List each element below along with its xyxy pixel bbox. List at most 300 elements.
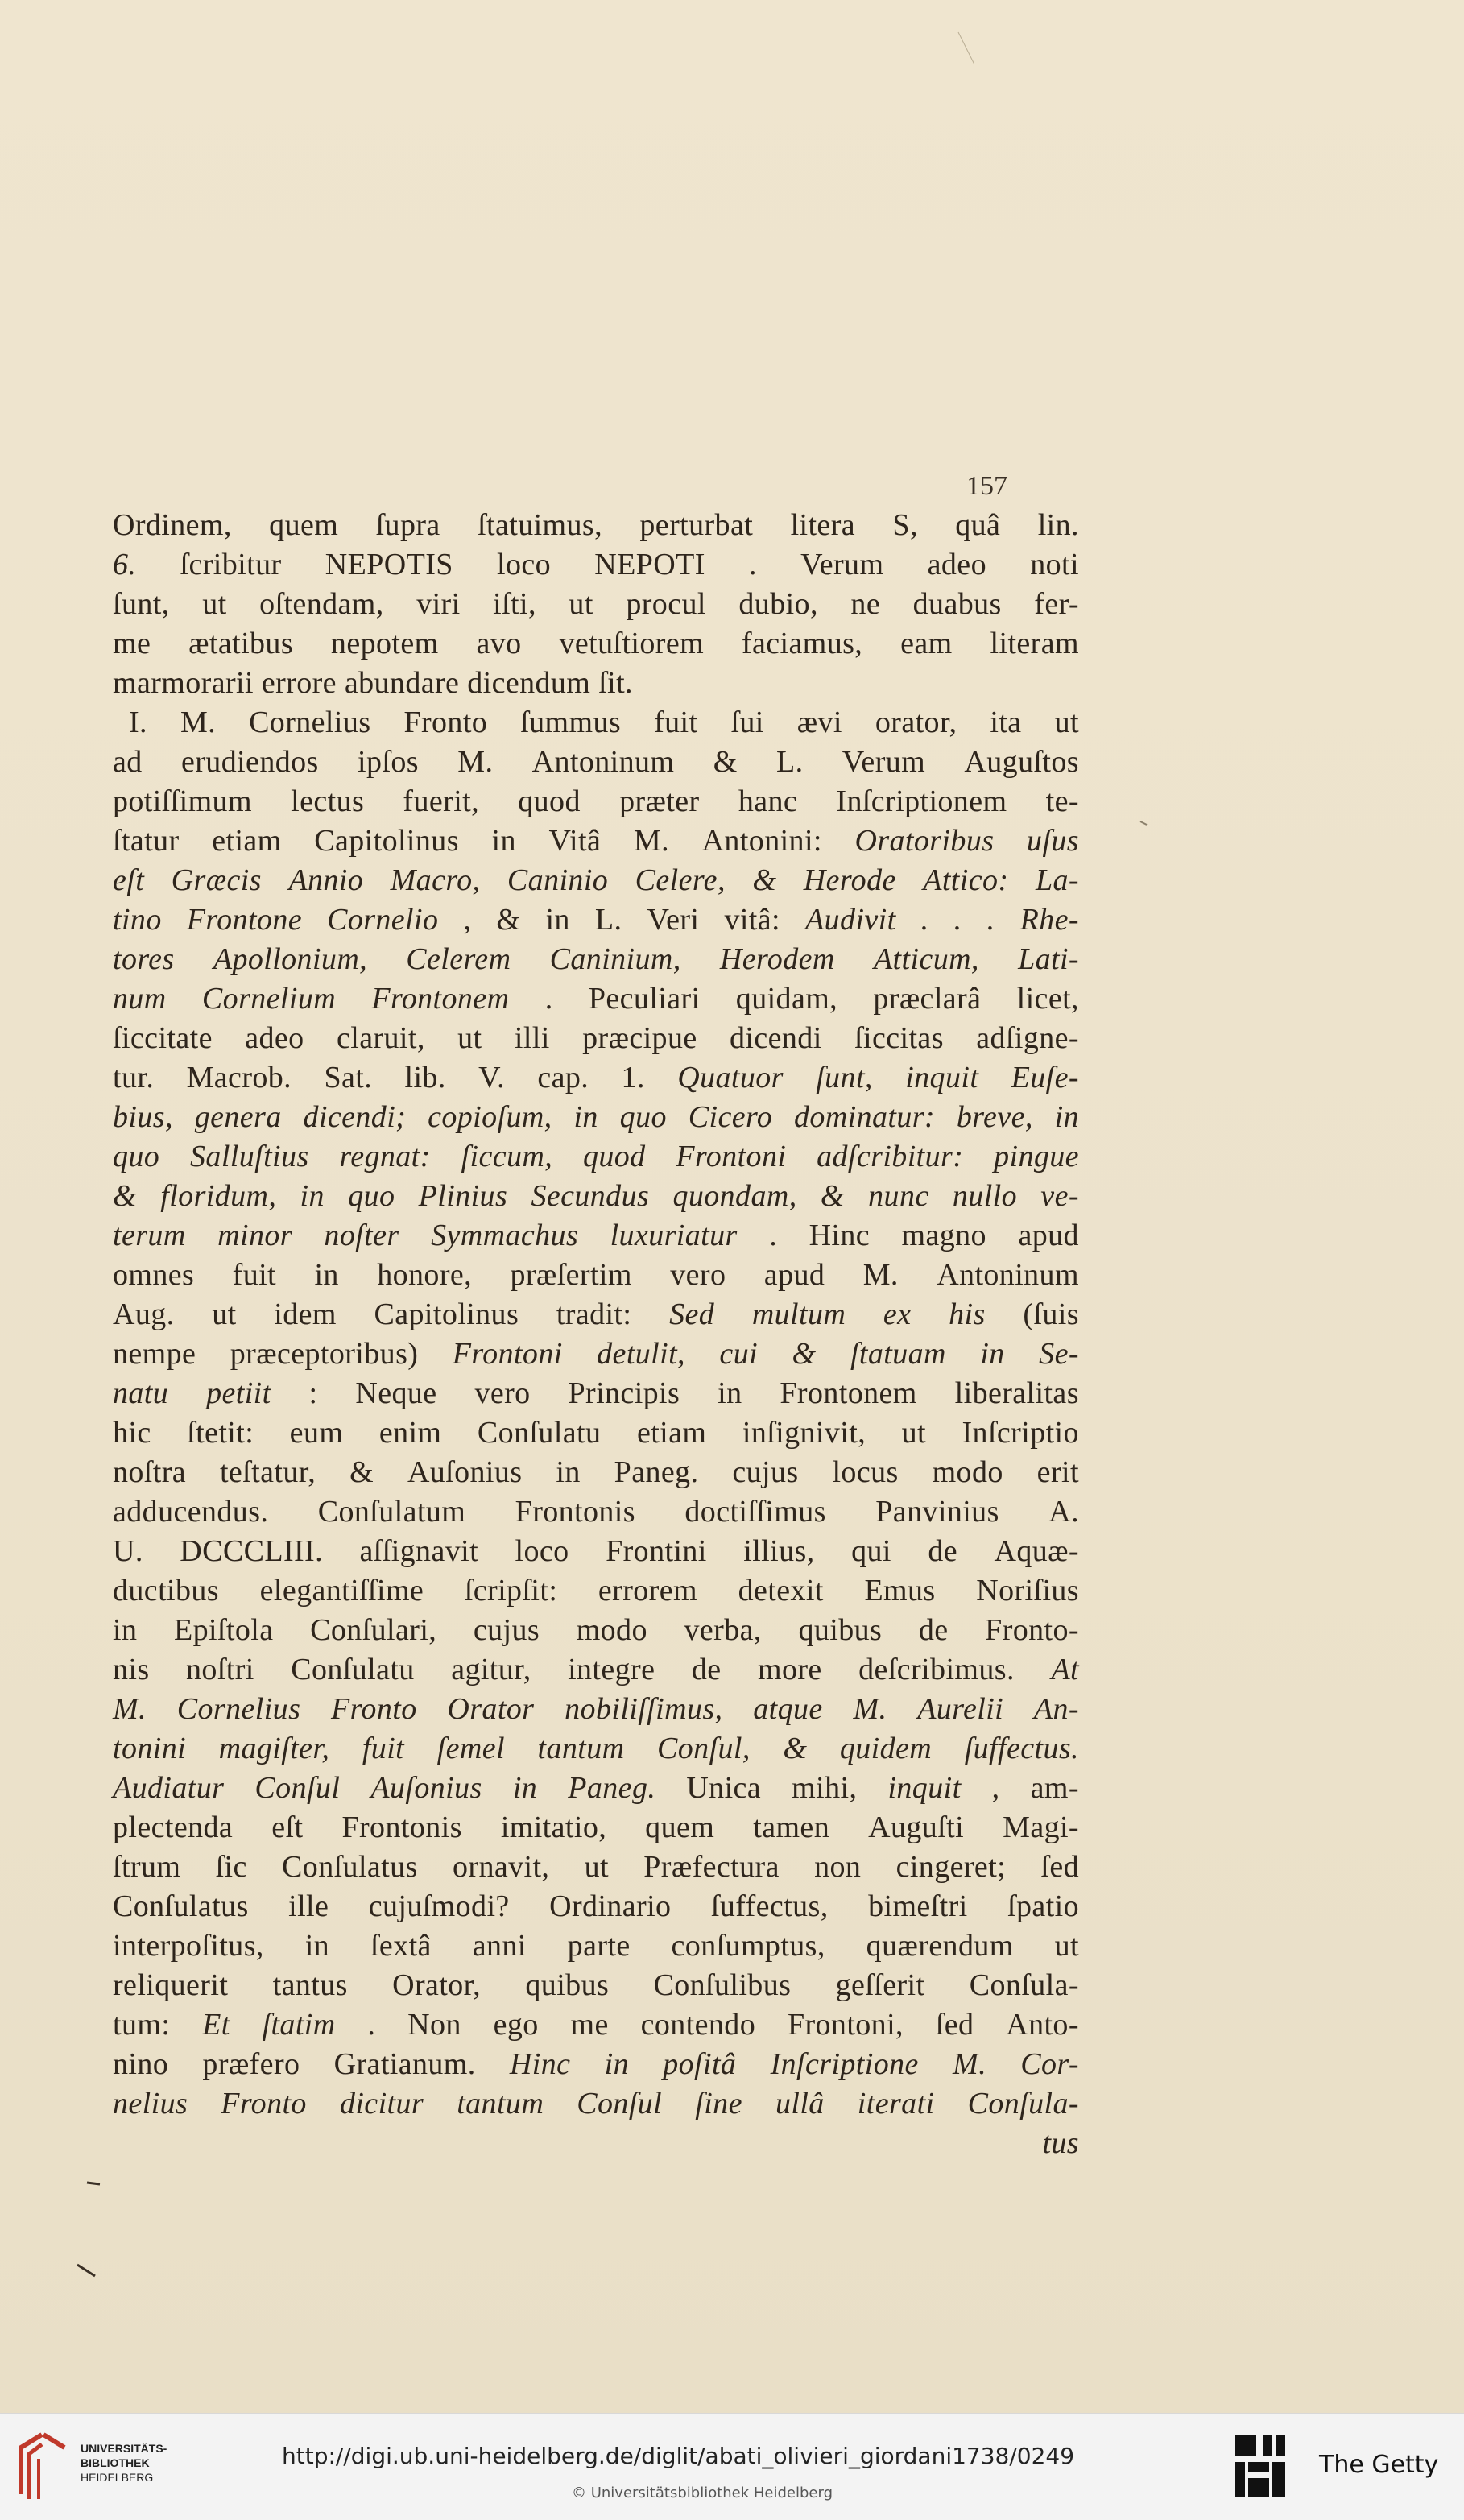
word: ſiccitate	[113, 1021, 213, 1055]
word: loco	[515, 1534, 569, 1568]
word: tus	[1042, 2126, 1079, 2160]
word: Cornelius	[249, 706, 371, 739]
word: quondam,	[672, 1179, 797, 1213]
word: ut	[1054, 706, 1079, 739]
word: Plinius	[418, 1179, 508, 1213]
word: Neque	[355, 1376, 437, 1410]
word: terum	[113, 1219, 186, 1252]
word: in	[718, 1376, 742, 1410]
word: ſic	[215, 1850, 247, 1884]
word: multum	[751, 1297, 846, 1331]
word: Lati-	[1018, 942, 1079, 976]
word: noſtra	[113, 1455, 187, 1489]
word: apud	[1018, 1219, 1079, 1252]
word: Cornelio	[327, 903, 439, 937]
word: tores	[113, 942, 175, 976]
word: ut	[457, 1021, 482, 1055]
word: Auguſti	[868, 1810, 965, 1844]
word: qui	[851, 1534, 891, 1568]
word: etiam	[636, 1416, 707, 1450]
word: interpoſitus,	[113, 1929, 264, 1963]
word: Cornelium	[201, 982, 337, 1016]
word: Conſulatus	[282, 1850, 418, 1884]
word: Auſonius	[407, 1455, 523, 1489]
word: locus	[832, 1455, 899, 1489]
word: .	[748, 548, 757, 581]
word: Conſula-	[967, 2087, 1079, 2121]
word: magiſter,	[218, 1732, 330, 1765]
word: M.	[113, 1692, 147, 1726]
word: Emus	[864, 1574, 936, 1608]
word: ſit.	[598, 666, 633, 700]
word: Annio	[288, 863, 364, 897]
word: Frontini	[606, 1534, 707, 1568]
word: lib.	[404, 1061, 446, 1094]
word: viri	[416, 587, 461, 621]
word: nempe	[113, 1337, 196, 1371]
word: Fronto	[221, 2087, 307, 2121]
page-number: 157	[966, 471, 1007, 501]
word: in	[491, 824, 516, 858]
word: eſt	[113, 863, 145, 897]
word: :	[308, 1376, 318, 1410]
word: quidam,	[735, 982, 838, 1016]
word: ,	[991, 1771, 1000, 1805]
word: Anto-	[1006, 2008, 1079, 2042]
word: dicendi	[730, 1021, 822, 1055]
word: quærendum	[866, 1929, 1014, 1963]
word: &	[713, 745, 738, 779]
word: in	[556, 1455, 581, 1489]
word: tantum	[457, 2087, 544, 2121]
word: .	[920, 903, 929, 937]
word: Conſulatu	[291, 1653, 415, 1686]
word: Cor-	[1020, 2047, 1079, 2081]
word: faciamus,	[741, 627, 863, 660]
word: ut	[584, 1850, 609, 1884]
word: Ordinem,	[113, 508, 232, 542]
word: tantum	[537, 1732, 625, 1765]
word: ſpatio	[1007, 1889, 1079, 1923]
word: Symmachus	[431, 1219, 579, 1252]
word: ſed	[1040, 1850, 1079, 1884]
word: inſignivit,	[742, 1416, 866, 1450]
word: Aug.	[113, 1297, 175, 1331]
word: etiam	[212, 824, 282, 858]
word: natu	[113, 1376, 169, 1410]
word: M.	[853, 1692, 887, 1726]
word: Noriſius	[976, 1574, 1079, 1608]
word: Conſul	[254, 1771, 341, 1805]
word: Conſula-	[969, 1968, 1079, 2002]
word: Frontonis	[341, 1810, 462, 1844]
word: tino	[113, 903, 162, 937]
word: vero	[474, 1376, 531, 1410]
word: perturbat	[639, 508, 754, 542]
word: iſti,	[493, 587, 536, 621]
word: idem	[274, 1297, 337, 1331]
word: cujus	[732, 1455, 799, 1489]
word: præſertim	[510, 1258, 632, 1292]
word: Inſcriptio	[962, 1416, 1079, 1450]
word: ut	[212, 1297, 237, 1331]
word: Magi-	[1003, 1810, 1079, 1844]
word: nullo	[952, 1179, 1018, 1213]
word: detexit	[738, 1574, 824, 1608]
word: ſtatuam	[850, 1337, 946, 1371]
word: 6.	[113, 548, 137, 581]
word: ſextâ	[370, 1929, 432, 1963]
word: in	[1054, 1100, 1079, 1134]
word: lin.	[1037, 508, 1079, 542]
word: Fronto	[331, 1692, 417, 1726]
word: Non	[407, 2008, 461, 2042]
word: ut	[202, 587, 227, 621]
word: inquit	[905, 1061, 979, 1094]
word: Frontonem	[780, 1376, 917, 1410]
word: non	[814, 1850, 862, 1884]
permalink-url[interactable]: http://digi.ub.uni-heidelberg.de/diglit/abati_olivieri_giordani1738/0249	[282, 2443, 1075, 2469]
word: petiit	[206, 1376, 271, 1410]
word: tantus	[272, 1968, 348, 2002]
word: Herode	[803, 863, 896, 897]
word: Se-	[1039, 1337, 1079, 1371]
word: Aquæ-	[994, 1534, 1079, 1568]
word: quo	[113, 1140, 160, 1173]
word: noſtri	[186, 1653, 254, 1686]
word: ævi	[796, 706, 842, 739]
word: magno	[901, 1219, 986, 1252]
word: tum:	[113, 2008, 171, 2042]
word: ne	[850, 587, 881, 621]
word: Inſcriptionem	[836, 784, 1007, 818]
word: cap.	[537, 1061, 589, 1094]
word: Orator	[447, 1692, 535, 1726]
word: erudiendos	[180, 745, 319, 779]
word: pingue	[994, 1140, 1079, 1173]
word: ex	[883, 1297, 912, 1331]
word: Apollonium,	[213, 942, 368, 976]
footer-bar	[0, 2413, 1464, 2520]
word: ſtrum	[113, 1850, 181, 1884]
word: nobiliſſimus,	[565, 1692, 723, 1726]
word: ut	[569, 587, 593, 621]
word: te-	[1045, 784, 1079, 818]
word: fuit	[362, 1732, 405, 1765]
word: oſtendam,	[259, 587, 384, 621]
word: adeo	[245, 1021, 304, 1055]
word: bimeſtri	[868, 1889, 968, 1923]
word: Peculiari	[588, 982, 701, 1016]
word: ,	[463, 903, 472, 937]
word: &	[792, 1337, 817, 1371]
word: loco	[497, 548, 552, 581]
word: fuerit,	[403, 784, 480, 818]
word: Conſul	[577, 2087, 663, 2121]
word: duabus	[912, 587, 1002, 621]
word: I.	[129, 706, 147, 739]
word: me	[113, 627, 151, 660]
word: A.	[1048, 1495, 1079, 1529]
word: parte	[567, 1929, 631, 1963]
word: his	[949, 1297, 986, 1331]
word: Conſul,	[657, 1732, 751, 1765]
word: adſigne-	[976, 1021, 1079, 1055]
word: Frontoni	[676, 1140, 787, 1173]
word: dominatur:	[794, 1100, 936, 1134]
word: ſemel	[436, 1732, 505, 1765]
word: nelius	[113, 2087, 188, 2121]
word: detulit,	[597, 1337, 685, 1371]
word: Frontonem	[371, 982, 510, 1016]
word: quod	[582, 1140, 646, 1173]
word: mihi,	[792, 1771, 858, 1805]
word: Conſulatum	[317, 1495, 466, 1529]
word: .	[367, 2008, 376, 2042]
word: Conſulatu	[477, 1416, 602, 1450]
word: honore,	[377, 1258, 473, 1292]
word: Veri	[647, 903, 700, 937]
word: nino	[113, 2047, 169, 2081]
word: ſtetit:	[187, 1416, 254, 1450]
partner-name: The Getty	[1319, 2451, 1439, 2479]
word: adſcribitur:	[817, 1140, 964, 1173]
word: teſtatur,	[219, 1455, 316, 1489]
word: M.	[457, 745, 494, 779]
word: ad	[113, 745, 143, 779]
word: Vitâ	[548, 824, 602, 858]
word: minor	[217, 1219, 292, 1252]
word: Secundus	[531, 1179, 650, 1213]
word: regnat:	[339, 1140, 431, 1173]
word: ullâ	[775, 2087, 825, 2121]
word: ſine	[695, 2087, 742, 2121]
word: doctiſſimus	[684, 1495, 826, 1529]
word: in	[113, 1613, 138, 1647]
word: hic	[113, 1416, 151, 1450]
word: Gratianum.	[333, 2047, 476, 2081]
word: eſt	[271, 1810, 304, 1844]
word: geſſerit	[835, 1968, 925, 2002]
word: eum	[289, 1416, 344, 1450]
word: Caninio	[507, 863, 609, 897]
word: Macrob.	[186, 1061, 292, 1094]
word: quem	[645, 1810, 715, 1844]
word: Audivit	[805, 903, 896, 937]
word: vitâ:	[724, 903, 780, 937]
word: ſtatuimus,	[478, 508, 603, 542]
word: ſupra	[375, 508, 440, 542]
word: 1.	[621, 1061, 645, 1094]
word: Cicero	[688, 1100, 773, 1134]
word: contendo	[640, 2008, 756, 2042]
word: dubio,	[738, 587, 818, 621]
word: cingeret;	[895, 1850, 1007, 1884]
word: Principis	[568, 1376, 680, 1410]
word: Auguſtos	[964, 745, 1079, 779]
word: vetuſtiorem	[559, 627, 705, 660]
word: erit	[1036, 1455, 1079, 1489]
word: marmorarii	[113, 666, 254, 700]
word: procul	[626, 587, 706, 621]
word: Epiſtola	[174, 1613, 274, 1647]
word: Fronto	[403, 706, 488, 739]
word: illius,	[743, 1534, 815, 1568]
word: in	[545, 903, 570, 937]
word: ut	[1054, 1929, 1079, 1963]
word: Verum	[800, 548, 884, 581]
word: ſummus	[520, 706, 622, 739]
word: (ſuis	[1023, 1297, 1079, 1331]
word: more	[758, 1653, 822, 1686]
word: bius,	[113, 1100, 173, 1134]
word: V.	[478, 1061, 505, 1094]
copyright-notice: © Universitätsbibliothek Heidelberg	[572, 2485, 833, 2501]
word: .	[986, 903, 995, 937]
word: Oratoribus	[854, 824, 995, 858]
word: poſitâ	[663, 2047, 737, 2081]
word: de	[928, 1534, 958, 1568]
word: Capitolinus	[314, 824, 459, 858]
word: S,	[892, 508, 918, 542]
word: Paneg.	[568, 1771, 656, 1805]
word: Panvinius	[875, 1495, 999, 1529]
word: noti	[1030, 548, 1079, 581]
word: Antoninum	[937, 1258, 1079, 1292]
word: omnes	[113, 1258, 195, 1292]
word: luxuriatur	[610, 1219, 738, 1252]
word: Attico:	[923, 863, 1009, 897]
word: Macro,	[390, 863, 481, 897]
word: de	[918, 1613, 949, 1647]
word: lectus	[291, 784, 365, 818]
word: eam	[900, 627, 953, 660]
word: deſcribimus.	[858, 1653, 1015, 1686]
word: &	[349, 1455, 374, 1489]
word: quibus	[798, 1613, 883, 1647]
word: ductibus	[113, 1574, 219, 1608]
word: Cornelius	[176, 1692, 301, 1726]
word: ut	[901, 1416, 926, 1450]
word: liberalitas	[954, 1376, 1079, 1410]
word: errore	[261, 666, 337, 700]
word: quem	[269, 508, 339, 542]
institution-name: UNIVERSITÄTS- BIBLIOTHEK HEIDELBERG	[81, 2442, 167, 2484]
word: M.	[180, 706, 217, 739]
word: quo	[619, 1100, 667, 1134]
word: copioſum,	[428, 1100, 552, 1134]
word: dicitur	[339, 2087, 424, 2121]
word: adducendus.	[113, 1495, 269, 1529]
word: conſumptus,	[671, 1929, 825, 1963]
word: Caninium,	[549, 942, 681, 976]
word: quibus	[525, 1968, 610, 2002]
word: ſunt,	[816, 1061, 873, 1094]
word: NEPOTIS	[325, 548, 453, 581]
word: La-	[1035, 863, 1079, 897]
word: M.	[862, 1258, 899, 1292]
word: Sed	[669, 1297, 715, 1331]
word: M.	[633, 824, 669, 858]
word: quo	[348, 1179, 395, 1213]
word: .	[544, 982, 553, 1016]
word: imitatio,	[500, 1810, 607, 1844]
word: in	[980, 1337, 1005, 1371]
word: Et	[202, 2008, 230, 2042]
word: Frontonis	[515, 1495, 635, 1529]
word: ſiccitas	[854, 1021, 944, 1055]
word: nis	[113, 1653, 150, 1686]
word: cujuſmodi?	[368, 1889, 510, 1923]
word: apud	[763, 1258, 825, 1292]
word: &	[113, 1179, 137, 1213]
word: reliquerit	[113, 1968, 229, 2002]
word: ita	[990, 706, 1022, 739]
word: modo	[576, 1613, 647, 1647]
word: quod	[518, 784, 581, 818]
word: ego	[493, 2008, 539, 2042]
word: floridum,	[160, 1179, 277, 1213]
word: ſcripſit:	[464, 1574, 558, 1608]
word: agitur,	[451, 1653, 531, 1686]
word: Atticum,	[873, 942, 979, 976]
word: tonini	[113, 1732, 187, 1765]
word: Frontone	[186, 903, 302, 937]
word: &	[752, 863, 777, 897]
word: ſuffectus.	[964, 1732, 1079, 1765]
word: præceptoribus)	[230, 1337, 419, 1371]
word: Hinc	[809, 1219, 871, 1252]
word: præcipue	[582, 1021, 697, 1055]
word: ipſos	[358, 745, 419, 779]
word: claruit,	[336, 1021, 425, 1055]
word: Græcis	[171, 863, 262, 897]
word: U.	[113, 1534, 143, 1568]
word: præclarâ	[873, 982, 982, 1016]
word: fuit	[232, 1258, 277, 1292]
word: tur.	[113, 1061, 155, 1094]
word: Verum	[842, 745, 926, 779]
word: litera	[790, 508, 856, 542]
word: Ordinario	[549, 1889, 672, 1923]
word: &	[496, 903, 521, 937]
word: An-	[1033, 1692, 1079, 1726]
word: nepotem	[330, 627, 439, 660]
university-library-logo-icon	[14, 2430, 71, 2504]
word: ſui	[730, 706, 764, 739]
word: aſſignavit	[359, 1534, 479, 1568]
word: errorem	[598, 1574, 697, 1608]
word: Antoninum	[531, 745, 675, 779]
word: in	[512, 1771, 538, 1805]
word: fuit	[654, 706, 698, 739]
word: ſuffectus,	[710, 1889, 829, 1923]
word: Conſulatus	[113, 1889, 249, 1923]
word: in	[304, 1929, 330, 1963]
word: cujus	[473, 1613, 540, 1647]
word: Sat.	[324, 1061, 373, 1094]
word: Auſonius	[370, 1771, 482, 1805]
word: Aurelii	[917, 1692, 1004, 1726]
word: uſus	[1027, 824, 1079, 858]
word: illi	[514, 1021, 550, 1055]
word: ſiccum,	[461, 1140, 553, 1173]
word: adeo	[927, 548, 986, 581]
word: breve,	[956, 1100, 1033, 1134]
word: ornavit,	[453, 1850, 550, 1884]
word: dicendi;	[303, 1100, 407, 1134]
word: Frontoni	[452, 1337, 563, 1371]
